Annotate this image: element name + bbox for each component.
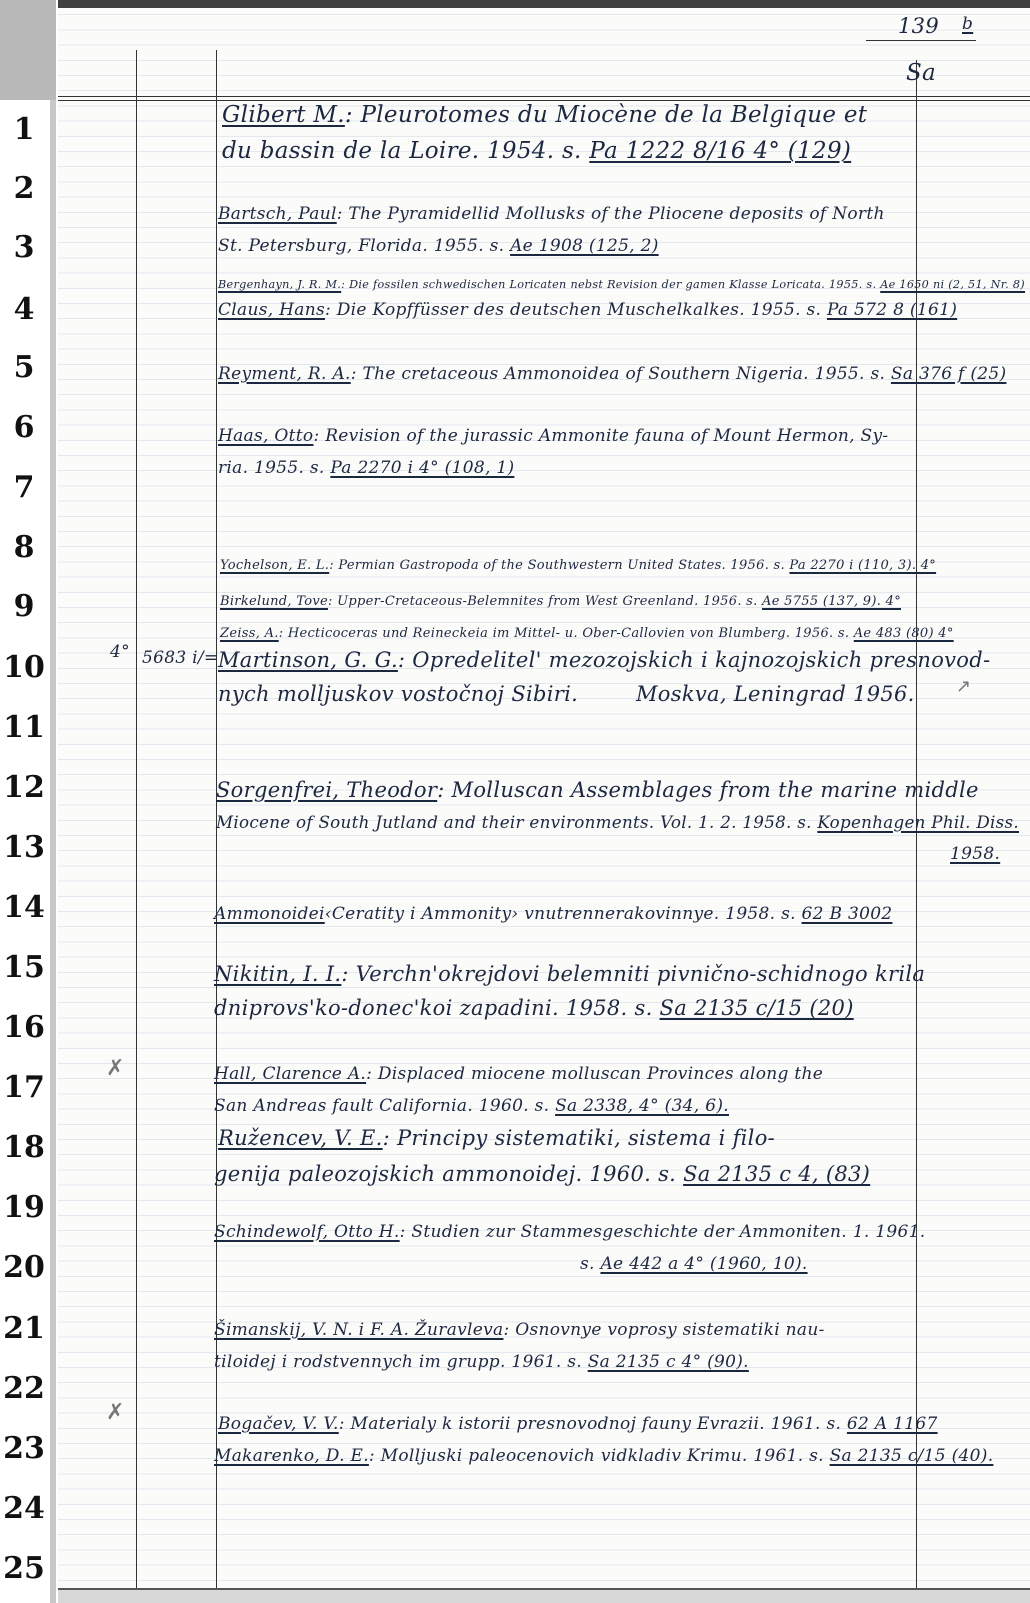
gutter-edge (50, 100, 56, 1603)
entry-title: : Osnovnye voprosy sistematiki nau- (503, 1320, 825, 1340)
entry-title: : Pleurotomes du Miocène de la Belgique et (344, 102, 868, 128)
row-number: 7 (13, 470, 35, 505)
entry-line (214, 996, 854, 1020)
row-number: 17 (3, 1070, 45, 1105)
entry-shelfmark: Pa 572 8 (161) (826, 300, 958, 320)
header-rule (58, 96, 1030, 97)
entry-shelfmark: Sa 2135 c/15 (20) (659, 996, 854, 1020)
margin-call-number: 5683 i/= (142, 648, 219, 668)
column-rule-1 (136, 50, 137, 1588)
entry-author: Zeiss, A. (220, 626, 279, 641)
entry-line (214, 1320, 825, 1340)
entry-author: Sorgenfrei, Theodor (216, 778, 438, 802)
header-rule-double (58, 100, 1030, 101)
header-underline (866, 40, 976, 41)
entry-shelfmark: Ae 483 (80) 4° (853, 626, 954, 641)
entry-line (218, 426, 888, 446)
entry-title: : Studien zur Stammesgeschichte der Ammoniten. 1. 1961. (399, 1222, 926, 1242)
entry-line (214, 1162, 870, 1186)
entry-title: : Molljuski paleocenovich vidkladiv Krimu. 1961. s. (368, 1446, 824, 1466)
entry-author: Bogačev, V. V. (218, 1414, 339, 1434)
entry-author: Bartsch, Paul (218, 204, 337, 224)
entry-shelfmark: 62 A 1167 (846, 1414, 938, 1434)
entry-shelfmark: Sa 376 f (25) (890, 364, 1007, 384)
entry-line (220, 594, 901, 609)
row-number: 3 (13, 230, 35, 265)
row-number: 5 (13, 350, 35, 385)
entry-line (218, 458, 514, 478)
entry-title: : Opredelitel' mezozojskich i kajnozojskich presnovod- (397, 648, 991, 672)
check-mark-icon: ✗ (106, 1056, 125, 1081)
entry-title-cont: nych molljuskov vostočnoj Sibiri. (218, 682, 579, 706)
row-number: 14 (3, 890, 45, 925)
row-number: 4 (13, 292, 35, 327)
entry-line (218, 682, 578, 706)
row-number: 10 (3, 650, 45, 685)
entry-author: Yochelson, E. L. (220, 558, 330, 573)
entry-line (222, 102, 867, 128)
entry-title-cont: du bassin de la Loire. 1954. s. (222, 138, 582, 164)
entry-line (220, 626, 954, 641)
entry-title: : Molluscan Assemblages from the marine middle (437, 778, 979, 802)
entry-author: Bergenhayn, J. R. M. (218, 278, 342, 291)
entry-line (214, 1222, 925, 1242)
entry-author: Šimanskij, V. N. i F. A. Žuravleva (214, 1320, 504, 1340)
row-number: 20 (3, 1250, 45, 1285)
entry-line (220, 558, 936, 573)
row-number: 16 (3, 1010, 45, 1045)
row-number: 13 (3, 830, 45, 865)
entry-line (218, 1126, 775, 1150)
entry-line (218, 278, 1025, 291)
gutter-header-block (0, 0, 56, 100)
entry-shelfmark: Sa 2135 c 4, (83) (683, 1162, 871, 1186)
row-number: 23 (3, 1431, 45, 1466)
entry-line (218, 300, 957, 320)
entry-author: Nikitin, I. I. (214, 962, 342, 986)
entry-shelfmark: Kopenhagen Phil. Diss. (817, 812, 1020, 832)
entry-line (214, 1446, 993, 1466)
entry-line (218, 364, 1006, 384)
row-number: 6 (13, 410, 35, 445)
entry-line (580, 1254, 808, 1274)
entry-author: Ružencev, V. E. (218, 1126, 383, 1150)
entry-author: Reyment, R. A. (218, 364, 351, 384)
row-number: 11 (3, 710, 45, 745)
entry-shelfmark: Sa 2338, 4° (34, 6). (555, 1096, 729, 1116)
entry-title-cont: ria. 1955. s. (218, 458, 325, 478)
entry-title-cont: Miocene of South Jutland and their environments. Vol. 1. 2. 1958. s. (216, 812, 812, 832)
entry-title-cont: St. Petersburg, Florida. 1955. s. (218, 236, 505, 256)
row-number: 21 (3, 1311, 45, 1346)
row-number: 12 (3, 770, 45, 805)
entry-shelfmark: Ae 1650 ni (2, 51, Nr. 8) (880, 278, 1025, 291)
entry-shelfmark: Ae 442 a 4° (1960, 10). (600, 1254, 808, 1274)
row-number: 2 (13, 171, 35, 206)
check-mark-icon: ✗ (106, 1400, 125, 1425)
entry-title: : Revision of the jurassic Ammonite fauna of Mount Hermon, Sy- (313, 426, 889, 446)
row-number: 8 (13, 530, 35, 565)
entry-author: Birkelund, Tove (220, 594, 329, 609)
entry-line (216, 778, 979, 802)
entry-shelfmark: 62 B 3002 (801, 904, 893, 924)
entry-line (214, 1096, 729, 1116)
entry-line (216, 812, 1019, 832)
entry-author: Makarenko, D. E. (214, 1446, 369, 1466)
entry-shelfmark: Pa 2270 i (110, 3). 4° (789, 558, 937, 573)
sheet-suffix: b (962, 14, 974, 34)
entry-title: : Verchn'okrejdovi belemniti pivnično-schidnogo krila (341, 962, 926, 986)
entry-title-cont: San Andreas fault California. 1960. s. (214, 1096, 550, 1116)
entry-title: : Hecticoceras und Reineckeia im Mittel- u. Ober-Callovien von Blumberg. 1956. s. (278, 626, 850, 641)
row-number: 24 (3, 1491, 45, 1526)
entry-extra: 1958. (950, 844, 1001, 864)
row-number: 25 (3, 1551, 45, 1586)
entry-shelfmark: Ae 1908 (125, 2) (510, 236, 659, 256)
entry-title: : The cretaceous Ammonoidea of Southern Nigeria. 1955. s. (350, 364, 886, 384)
entry-title: : Permian Gastropoda of the Southwestern United States. 1956. s. (329, 558, 785, 573)
entry-author: Glibert M. (222, 102, 345, 128)
entry-title: : Materialy k istorii presnovodnoj fauny Evrazii. 1961. s. (338, 1414, 842, 1434)
entry-title-cont: tiloidej i rodstvennych im grupp. 1961. s. (214, 1352, 582, 1372)
entry-line (214, 962, 925, 986)
check-mark-icon: ↗ (956, 676, 972, 697)
margin-format-note: 4° (110, 642, 130, 662)
entry-title-cont: dniprovs'ko-donec'koi zapadini. 1958. s. (214, 996, 653, 1020)
entry-author: Martinson, G. G. (218, 648, 398, 672)
entry-title: : The Pyramidellid Mollusks of the Pliocene deposits of North (336, 204, 885, 224)
entry-author: Claus, Hans (218, 300, 325, 320)
sheet-number: 139 (898, 14, 939, 38)
sheet-top-edge (58, 0, 1030, 8)
row-number: 18 (3, 1130, 45, 1165)
section-code: Sa (906, 60, 937, 86)
row-number: 15 (3, 950, 45, 985)
entry-line (218, 204, 885, 224)
entry-shelfmark: Ae 5755 (137, 9). 4° (762, 594, 901, 609)
entry-title: ‹Ceratity i Ammonity› vnutrennerakovinnye. 1958. s. (324, 904, 796, 924)
entry-place: Moskva, Leningrad 1956. (636, 682, 915, 706)
entry-line (218, 648, 990, 672)
entry-title-cont: genija paleozojskich ammonoidej. 1960. s. (214, 1162, 677, 1186)
entry-title: : Die Kopffüsser des deutschen Muschelkalkes. 1955. s. (325, 300, 822, 320)
sheet-bottom-edge (58, 1588, 1030, 1603)
entry-shelfmark: Sa 2135 c 4° (90). (587, 1352, 749, 1372)
entry-line (218, 1414, 938, 1434)
entry-author: Ammonoidei (214, 904, 325, 924)
entry-author: Haas, Otto (218, 426, 314, 446)
row-number: 19 (3, 1190, 45, 1225)
entry-line (222, 138, 851, 164)
entry-line (218, 236, 659, 256)
entry-shelfmark: Sa 2135 c/15 (40). (829, 1446, 994, 1466)
row-number: 1 (13, 112, 35, 147)
entry-title: : Die fossilen schwedischen Loricaten nebst Revision der gamen Klasse Loricata. 1955. s. (341, 278, 877, 291)
row-number: 9 (13, 589, 35, 624)
entry-shelfmark: Pa 2270 i 4° (108, 1) (330, 458, 515, 478)
entry-author: Schindewolf, Otto H. (214, 1222, 400, 1242)
entry-title: : Upper-Cretaceous-Belemnites from West Greenland. 1956. s. (328, 594, 758, 609)
entry-shelfmark: Pa 1222 8/16 4° (129) (589, 138, 852, 164)
entry-line (214, 1352, 749, 1372)
entry-title-cont: s. (580, 1254, 595, 1274)
entry-line (214, 1064, 823, 1084)
entry-title: : Principy sistematiki, sistema i filo- (382, 1126, 776, 1150)
entry-line (214, 904, 892, 924)
entry-author: Hall, Clarence A. (214, 1064, 367, 1084)
entry-title: : Displaced miocene molluscan Provinces along the (366, 1064, 824, 1084)
row-number: 22 (3, 1371, 45, 1406)
